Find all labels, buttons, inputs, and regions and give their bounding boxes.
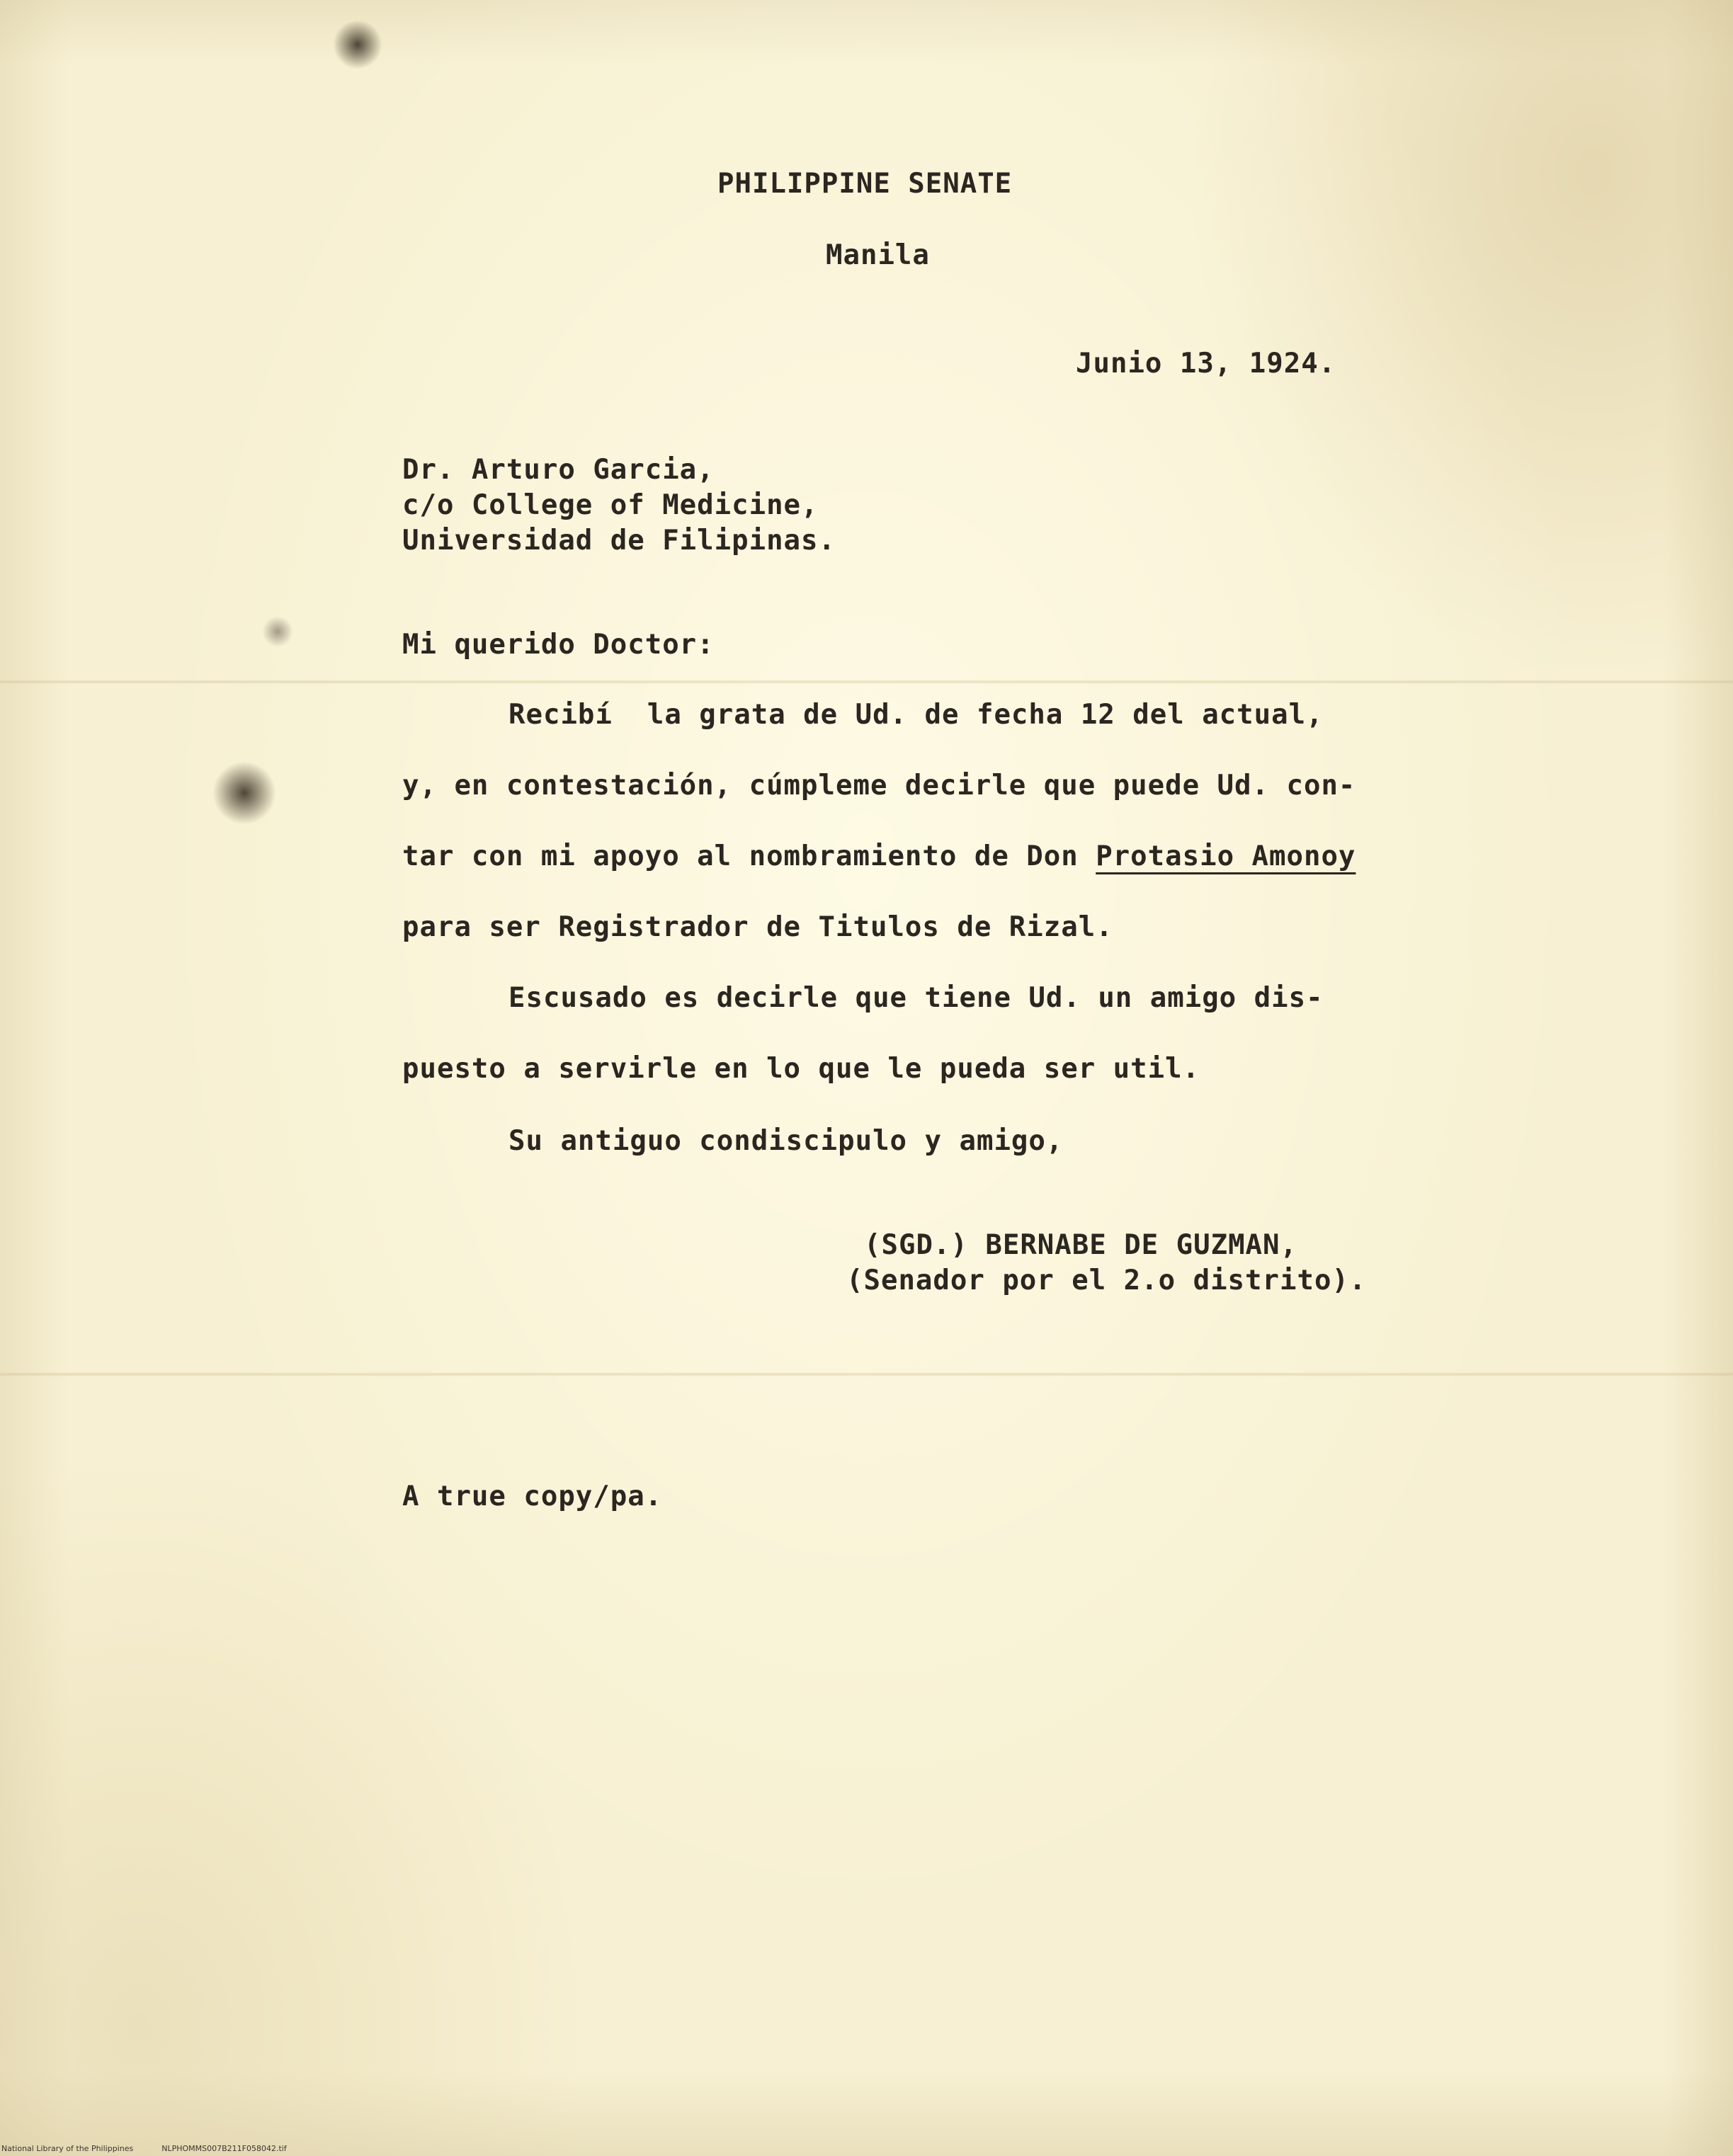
letter-date: Junio 13, 1924.: [1076, 348, 1336, 380]
underlined-name: Protasio Amonoy: [1096, 840, 1356, 872]
ink-stain: [212, 761, 276, 825]
body-line: puesto a servirle en lo que le pueda ser util.: [402, 1053, 1200, 1085]
ink-stain: [333, 20, 382, 69]
ink-stain: [262, 616, 293, 647]
archive-footer: [1, 2144, 315, 2153]
recipient-name: Dr. Arturo Garcia,: [402, 454, 715, 486]
body-text: tar con mi apoyo al nombramiento de Don: [402, 840, 1096, 872]
footer-filename: NLPHOMMS007B211F058042.tif: [161, 2144, 287, 2153]
body-line: [402, 840, 1356, 874]
paper-fold: [0, 1372, 1733, 1376]
copy-notation: A true copy/pa.: [402, 1481, 663, 1512]
letterhead-city: Manila: [826, 239, 930, 271]
body-line: Escusado es decirle que tiene Ud. un amigo dis-: [508, 982, 1324, 1014]
body-line: y, en contestación, cúmpleme decirle que puede Ud. con-: [402, 770, 1356, 802]
letterhead-organization: PHILIPPINE SENATE: [717, 168, 1013, 200]
paper-fold: [0, 680, 1733, 684]
body-line: Recibí la grata de Ud. de fecha 12 del actual,: [508, 699, 1324, 731]
salutation: Mi querido Doctor:: [402, 629, 715, 661]
closing: Su antiguo condiscipulo y amigo,: [508, 1125, 1064, 1157]
recipient-university: Universidad de Filipinas.: [402, 525, 836, 557]
recipient-institution: c/o College of Medicine,: [402, 489, 819, 521]
footer-archive: National Library of the Philippines: [1, 2144, 134, 2153]
body-line: para ser Registrador de Titulos de Rizal.: [402, 911, 1113, 943]
signature-name: (SGD.) BERNABE DE GUZMAN,: [864, 1229, 1297, 1261]
signature-title: (Senador por el 2.o distrito).: [846, 1265, 1367, 1296]
